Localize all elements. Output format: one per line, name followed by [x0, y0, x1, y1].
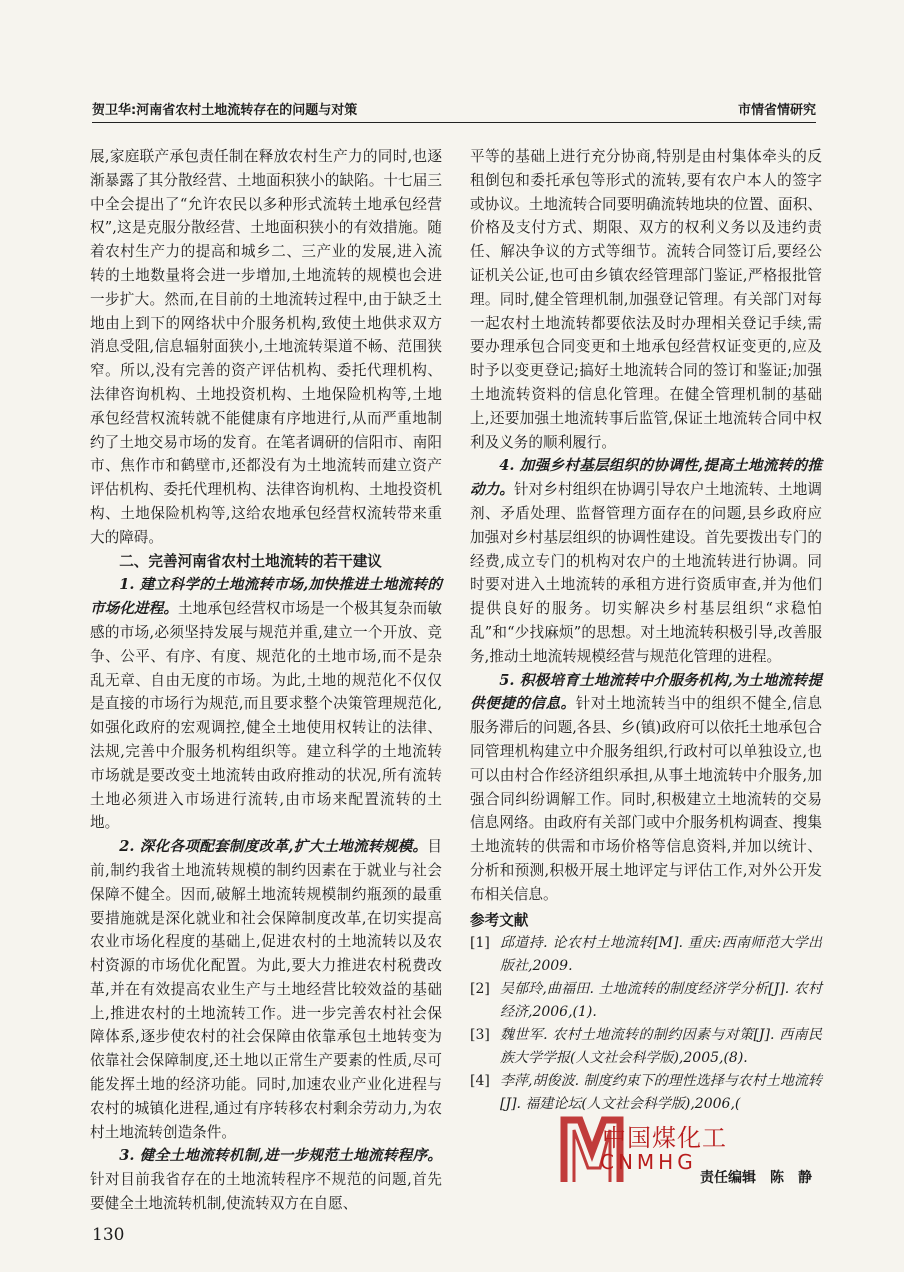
- paragraph-suggestion-5: [470, 669, 822, 907]
- paragraph-suggestion-3: [90, 1144, 442, 1215]
- reference-number: [3]: [470, 1027, 490, 1044]
- suggestion-2-body: 目前,制约我省土地流转规模的制约因素在于就业与社会保障不健全。因而,破解土地流转规模制约瓶颈的最重要措施就是深化就业和社会保障制度改革,在切实提高农业市场化程度的基础上,促进农村的土地流转以及农村资源的市场优化配置。为此,要大力推进农村税费改革,并在有效提高农业生产与土地经营比较效益的基础上,推进农村的土地流转工作。进一步完善农村社会保障体系,逐步使农村的社会保障由依靠承包土地转变为依靠社会保障制度,还土地以正常生产要素的性质,尽可能发挥土地的经济功能。同时,加速农业产业化进程与农村的城镇化进程,通过有序转移农村剩余劳动力,为农村土地流转创造条件。: [90, 838, 442, 1141]
- header-article-title: 贺卫华:河南省农村土地流转存在的问题与对策: [92, 103, 358, 118]
- reference-text: 邱道持. 论农村土地流转[M]. 重庆:西南师范大学出版社,2009.: [500, 935, 822, 975]
- suggestion-2-lead: 2. 深化各项配套制度改革,扩大土地流转规模。: [119, 838, 428, 856]
- reference-text: 李萍,胡俊波. 制度约束下的理性选择与农村土地流转[J]. 福建论坛(人文社会科学版),2006,(: [500, 1073, 822, 1113]
- suggestion-3-lead: 3. 健全土地流转机制,进一步规范土地流转程序。: [119, 1147, 442, 1165]
- suggestion-1-body: 土地承包经营权市场是一个极其复杂而敏感的市场,必须坚持发展与规范并重,建立一个开放、竞争、公平、有序、有度、规范化的土地市场,而不是杂乱无章、自由无度的市场。为此,土地的规范化不仅仅是直接的市场行为规范,而且要求整个决策管理规范化,如强化政府的宏观调控,健全土地使用权转让的法律、法规,完善中介服务机构组织等。建立科学的土地流转市场就是要改变土地流转由政府推动的状况,所有流转土地必须进入市场进行流转,由市场来配置流转的土地。: [90, 600, 442, 832]
- running-header: [92, 100, 816, 123]
- reference-text: 魏世军. 农村土地流转的制约因素与对策[J]. 西南民族大学学报(人文社会科学版),2005,(8).: [500, 1027, 822, 1067]
- watermark-subtext: CNMHG: [600, 1150, 697, 1174]
- reference-text: 吴郁玲,曲福田. 土地流转的制度经济学分析[J]. 农村经济,2006,(1).: [500, 981, 822, 1021]
- suggestion-4-body: 针对乡村组织在协调引导农户土地流转、土地调剂、矛盾处理、监督管理方面存在的问题,县乡政府应加强对乡村基层组织的协调性建设。首先要拨出专门的经费,成立专门的机构对农户的土地流转进行协调。同时要对进入土地流转的承租方进行资质审查,并为他们提供良好的服务。切实解决乡村基层组织“求稳怕乱”和“少找麻烦”的思想。对土地流转积极引导,改善服务,推动土地流转规模经营与规范化管理的进程。: [470, 481, 822, 665]
- page-number: 130: [92, 1225, 125, 1245]
- suggestion-1-lead: 1. 建立科学的土地流转市场,加快推进土地流转的市场化进程。: [90, 576, 442, 618]
- reference-number: [2]: [470, 981, 490, 998]
- reference-number: [4]: [470, 1073, 490, 1090]
- reference-item: [470, 1024, 822, 1070]
- responsible-editor: 责任编辑 陈 静: [700, 1170, 812, 1186]
- section-heading: 二、完善河南省农村土地流转的若干建议: [119, 552, 382, 570]
- paragraph-continuation: 展,家庭联产承包责任制在释放农村生产力的同时,也逐渐暴露了其分散经营、土地面积狭小的缺陷。十七届三中全会提出了“允许农民以多种形式流转土地承包经营权”,这是克服分散经营、土地面积狭小的有效措施。随着农村生产力的提高和城乡二、三产业的发展,进入流转的土地数量将会进一步增加,土地流转的规模也会进一步扩大。然而,在目前的土地流转过程中,由于缺乏土地由上到下的网络状中介服务机构,致使土地供求双方消息受阻,信息辐射面狭小,土地流转渠道不畅、范围狭窄。所以,没有完善的资产评估机构、委托代理机构、法律咨询机构、土地投资机构、土地保险机构等,土地承包经营权流转就不能健康有序地进行,从而严重地制约了土地交易市场的发育。在笔者调研的信阳市、南阳市、焦作市和鹤壁市,还都没有为土地流转而建立资产评估机构、委托代理机构、法律咨询机构、土地投资机构、土地保险机构等,这给农地承包经营权流转带来重大的障碍。: [90, 148, 442, 546]
- left-column: [90, 145, 442, 1216]
- reference-item: [470, 978, 822, 1024]
- suggestion-5-lead: 5. 积极培育土地流转中介服务机构,为土地流转提供便捷的信息。: [470, 671, 822, 713]
- header-column-name: 市情省情研究: [737, 103, 816, 118]
- reference-number: [1]: [470, 935, 490, 952]
- watermark-text: 中国煤化工: [602, 1124, 727, 1152]
- paragraph-suggestion-2: [90, 835, 442, 1144]
- right-column: [470, 145, 822, 1116]
- reference-item: [470, 932, 822, 978]
- references-heading: 参考文献: [470, 911, 529, 929]
- reference-item: [470, 1070, 822, 1116]
- suggestion-3-body: 针对目前我省存在的土地流转程序不规范的问题,首先要健全土地流转机制,使流转双方在自愿、: [90, 1171, 442, 1213]
- suggestion-4-lead: 4. 加强乡村基层组织的协调性,提高土地流转的推动力。: [470, 457, 822, 499]
- paragraph-suggestion-3-continued: 平等的基础上进行充分协商,特别是由村集体牵头的反租倒包和委托承包等形式的流转,要有农户本人的签字或协议。土地流转合同要明确流转地块的位置、面积、价格及支付方式、期限、双方的权利义务以及违约责任、解决争议的方式等细节。流转合同签订后,要经公证机关公证,也可由乡镇农经管理部门鉴证,严格报批管理。同时,健全管理机制,加强登记管理。有关部门对每一起农村土地流转都要依法及时办理相关登记手续,需要办理承包合同变更和土地承包经营权证变更的,应及时予以变更登记;搞好土地流转合同的签订和鉴证;加强土地流转资料的信息化管理。在健全管理机制的基础上,还要加强土地流转事后监管,保证土地流转合同中权利及义务的顺利履行。: [470, 148, 822, 451]
- suggestion-5-body: 针对土地流转当中的组织不健全,信息服务滞后的问题,各县、乡(镇)政府可以依托土地承包合同管理机构建立中介服务组织,行政村可以单独设立,也可以由村合作经济组织承担,从事土地流转中介服务,加强合同纠纷调解工作。同时,积极建立土地流转的交易信息网络。由政府有关部门或中介服务机构调查、搜集土地流转的供需和市场价格等信息资料,并加以统计、分析和预测,积极开展土地评定与评估工作,对外公开发布相关信息。: [470, 695, 822, 903]
- paragraph-suggestion-1: [90, 573, 442, 835]
- paragraph-suggestion-4: [470, 454, 822, 668]
